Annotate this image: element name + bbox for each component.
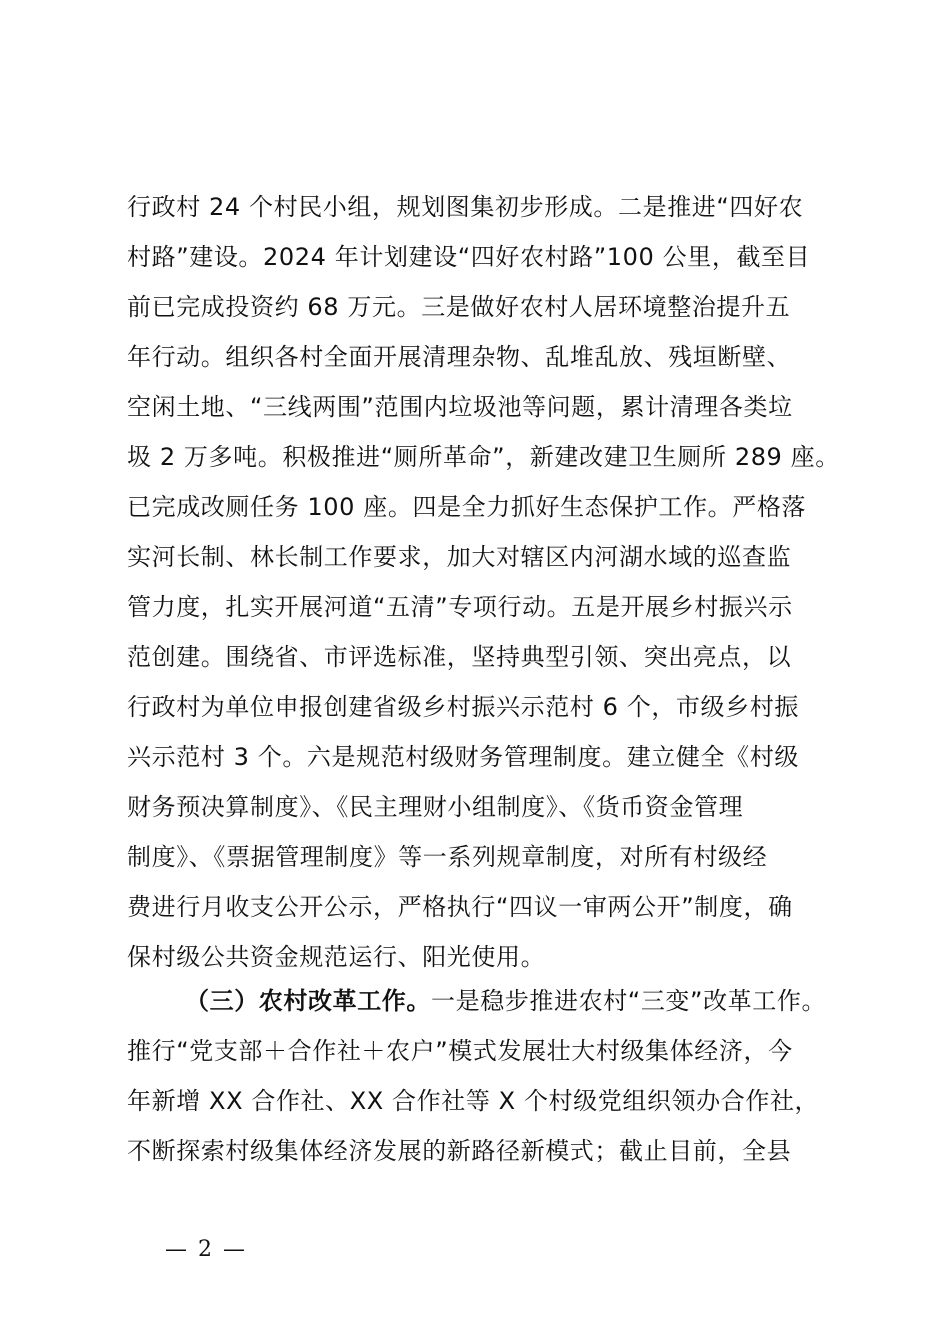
- text-line: 范创建。围绕省、市评选标准，坚持典型引领、突出亮点，以: [127, 643, 792, 671]
- text-line: 实河长制、林长制工作要求，加大对辖区内河湖水域的巡查监: [127, 543, 792, 571]
- text-line: 保村级公共资金规范运行、阳光使用。: [127, 943, 546, 971]
- text-line: 不断探索村级集体经济发展的新路径新模式；截止目前，全县: [127, 1137, 792, 1165]
- text-line: 行政村 24 个村民小组，规划图集初步形成。二是推进“四好农: [127, 193, 804, 221]
- text-line: 费进行月收支公开公示，严格执行“四议一审两公开”制度，确: [127, 893, 793, 921]
- section-3-heading: （三）农村改革工作。: [185, 987, 431, 1015]
- text-line: 管力度，扎实开展河道“五清”专项行动。五是开展乡村振兴示: [127, 593, 793, 621]
- page-number: — 2 —: [165, 1237, 247, 1262]
- text-line: 行政村为单位申报创建省级乡村振兴示范村 6 个，市级乡村振: [127, 693, 799, 721]
- text-line: 制度》、《票据管理制度》等一系列规章制度，对所有村级经: [127, 843, 768, 871]
- section-3-first-line-text: 一是稳步推进农村“三变”改革工作。: [431, 987, 827, 1015]
- text-line: 财务预决算制度》、《民主理财小组制度》、《货币资金管理: [127, 793, 744, 821]
- text-line: 圾 2 万多吨。积极推进“厕所革命”，新建改建卫生厕所 289 座。: [127, 443, 840, 471]
- text-line: 前已完成投资约 68 万元。三是做好农村人居环境整治提升五: [127, 293, 791, 321]
- text-line: 已完成改厕任务 100 座。四是全力抓好生态保护工作。严格落: [127, 493, 807, 521]
- text-line: 空闲土地、“三线两围”范围内垃圾池等问题，累计清理各类垃: [127, 393, 793, 421]
- text-line: 推行“党支部＋合作社＋农户”模式发展壮大村级集体经济，今: [127, 1037, 793, 1065]
- text-line: 年新增 XX 合作社、XX 合作社等 X 个村级党组织领办合作社，: [127, 1087, 820, 1115]
- text-line: 兴示范村 3 个。六是规范村级财务管理制度。建立健全《村级: [127, 743, 799, 771]
- text-line: 村路”建设。2024 年计划建设“四好农村路”100 公里，截至目: [127, 243, 811, 271]
- text-line: 年行动。组织各村全面开展清理杂物、乱堆乱放、残垣断壁、: [127, 343, 792, 371]
- section-3-first-line: [185, 976, 826, 1026]
